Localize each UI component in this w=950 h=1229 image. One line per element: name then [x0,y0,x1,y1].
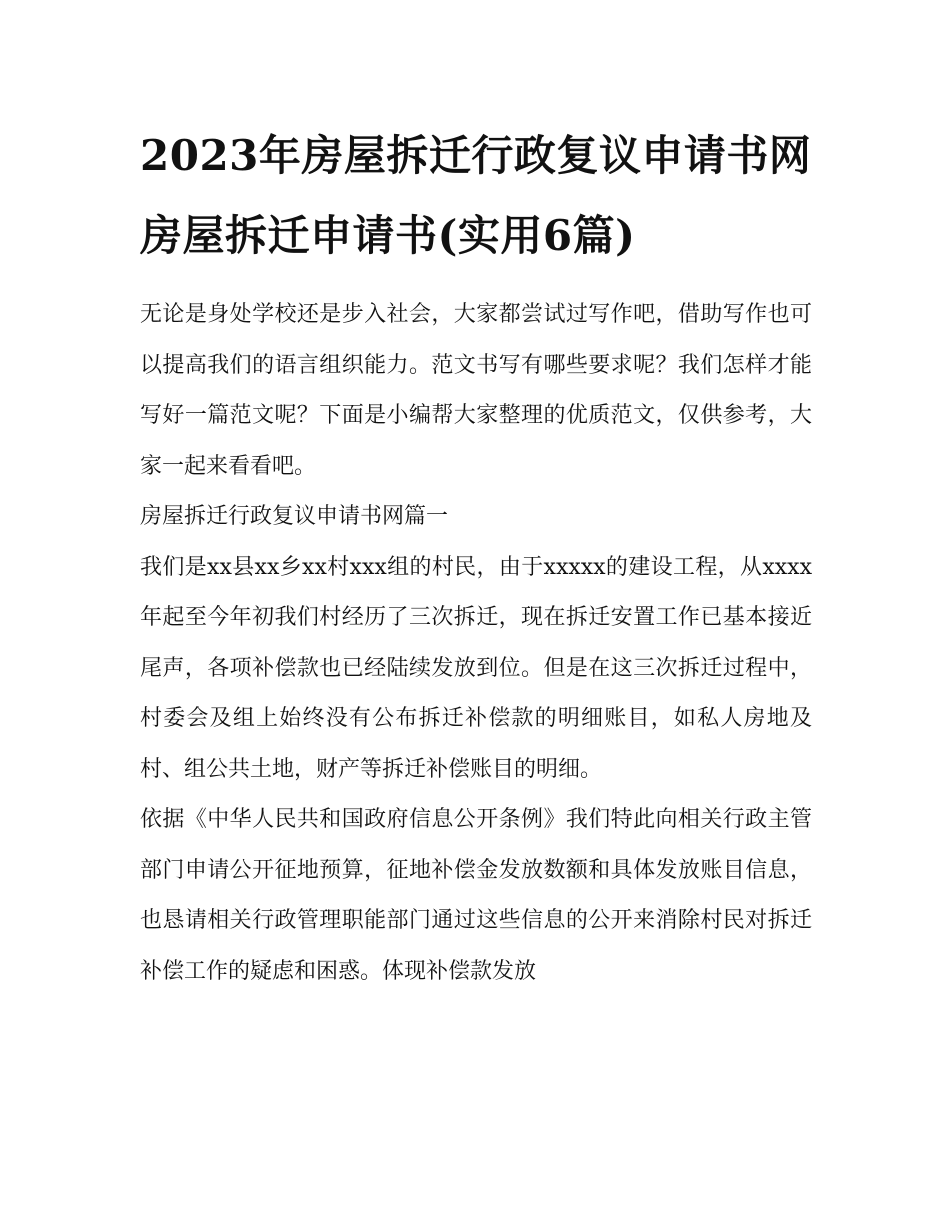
intro-paragraph: 无论是身处学校还是步入社会，大家都尝试过写作吧，借助写作也可以提高我们的语言组织能力。范文书写有哪些要求呢？我们怎样才能写好一篇范文呢？下面是小编帮大家整理的优质范文，仅供参考，大家一起来看看吧。 [140,302,812,479]
body-paragraph-1: 我们是xx县xx乡xx村xxx组的村民，由于xxxxx的建设工程，从xxxx年起至今年初我们村经历了三次拆迁，现在拆迁安置工作已基本接近尾声，各项补偿款也已经陆续发放到位。但是在这三次拆迁过程中，村委会及组上始终没有公布拆迁补偿款的明细账目，如私人房地及村、组公共土地，财产等拆迁补偿账目的明细。 [140,554,812,782]
document-body [140,116,812,997]
section-heading: 房屋拆迁行政复议申请书网篇一 [140,504,449,529]
body-paragraph-2: 依据《中华人民共和国政府信息公开条例》我们特此向相关行政主管部门申请公开征地预算，征地补偿金发放数额和具体发放账目信息，也恳请相关行政管理职能部门通过这些信息的公开来消除村民对拆迁补偿工作的疑虑和困惑。体现补偿款发放 [140,807,812,984]
document-title: 2023年房屋拆迁行政复议申请书网 房屋拆迁申请书(实用6篇) [140,131,812,260]
